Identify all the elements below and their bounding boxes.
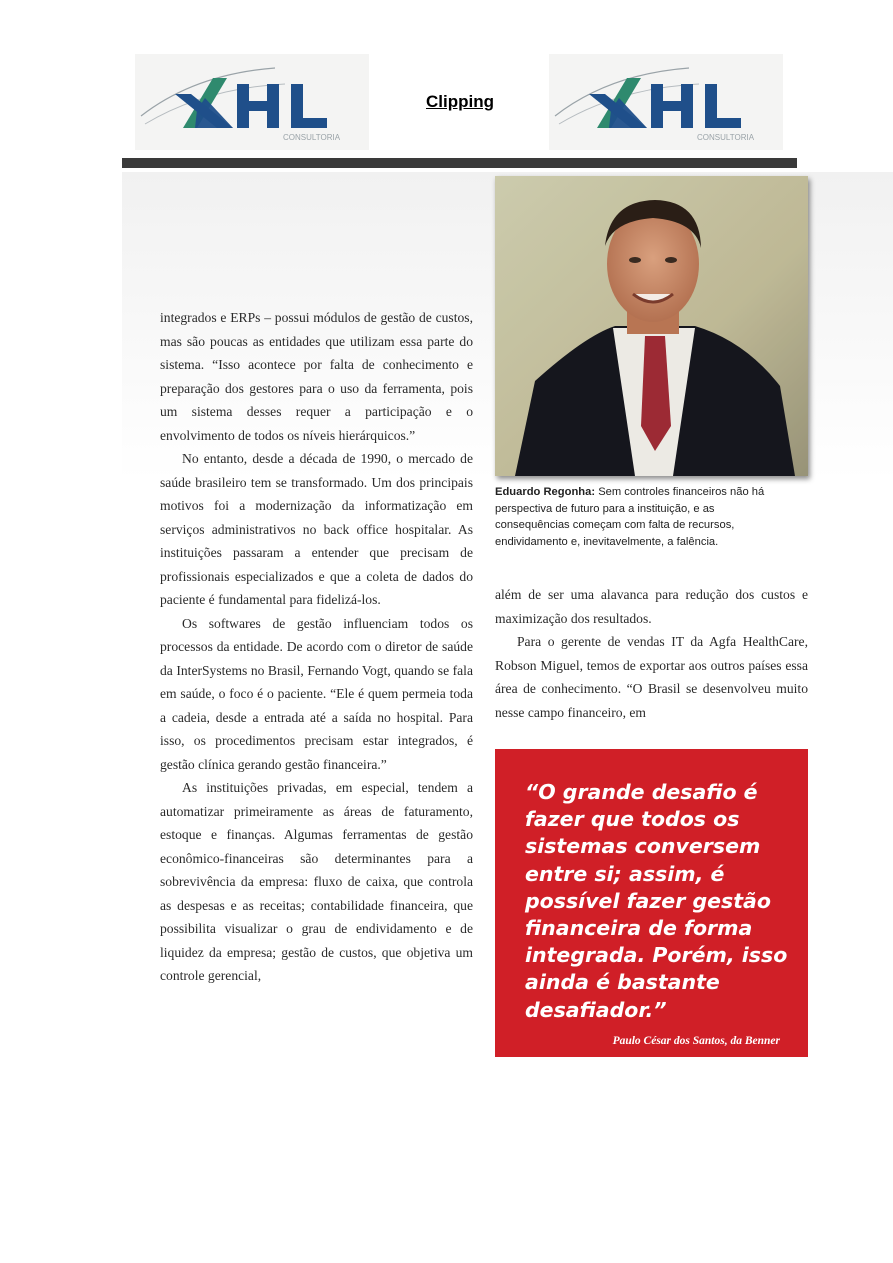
article-right-column (495, 583, 808, 724)
pull-quote-box (495, 749, 808, 1057)
xhl-logo-left (135, 54, 369, 150)
paragraph: No entanto, desde a década de 1990, o mercado de saúde brasileiro tem se transformado. Um dos principais motivos foi a modernização da informatização em serviços administrativos no back office hospitalar. As instituições passaram a entender que precisam de profissionais especializados e que a coleta de dados do paciente é fundamental para fidelizá-los. (160, 451, 473, 607)
pull-quote-author: Paulo César dos Santos, da Benner (612, 1035, 780, 1047)
logo-right-tagline: CONSULTORIA (697, 133, 755, 142)
paragraph: Os softwares de gestão influenciam todos os processos da entidade. De acordo com o diretor de saúde da InterSystems no Brasil, Fernando Vogt, quando se fala em saúde, o foco é o paciente. “Ele é quem permeia toda a cadeia, desde a entrada até a saída no hospital. Para isso, os procedimentos precisam estar integrados, é gestão clínica gerando gestão financeira.” (160, 615, 473, 772)
article-left-column (160, 306, 473, 988)
paragraph: Para o gerente de vendas IT da Agfa HealthCare, Robson Miguel, temos de exportar aos outros países essa área de conhecimento. “O Brasil se desenvolveu muito nesse campo financeiro, em (495, 634, 808, 720)
paragraph: integrados e ERPs – possui módulos de gestão de custos, mas são poucas as entidades que utilizam essa parte do sistema. “Isso acontece por falta de conhecimento e preparação dos gestores para o uso da ferramenta, pois um sistema desses requer a participação e o envolvimento de todos os níveis hierárquicos.” (160, 310, 473, 443)
portrait-photo-graphic (495, 176, 808, 476)
photo-caption (495, 484, 785, 550)
xhl-logo-right-graphic (549, 54, 783, 150)
paragraph: além de ser uma alavanca para redução dos custos e maximização dos resultados. (495, 587, 808, 626)
xhl-logo-left-graphic (135, 54, 369, 150)
caption-name: Eduardo Regonha: (495, 486, 596, 498)
paragraph: As instituições privadas, em especial, tendem a automatizar primeiramente as áreas de faturamento, estoque e finanças. Algumas ferramentas de gestão econômico-financeiras são determinantes para a sobrevivência da empresa: fluxo de caixa, que controla as despesas e as receitas; contabilidade financeira, que possibilita visualizar o grau de endividamento e de liquidez da empresa; gestão de custos, que objetiva um controle gerencial, (160, 780, 473, 983)
portrait-photo (495, 176, 808, 476)
logo-left-tagline: CONSULTORIA (283, 133, 341, 142)
xhl-logo-right (549, 54, 783, 150)
page-title: Clipping (426, 92, 494, 111)
caption-text: Sem controles financeiros não há perspectiva de futuro para a instituição, e as consequências começam com falta de recursos, endividamento e, inevitavelmente, a falência. (495, 486, 765, 548)
header-divider (122, 158, 797, 168)
pull-quote-text: “O grande desafio é fazer que todos os sistemas conversem entre si; assim, é possível fazer gestão financeira de forma integrada. Porém, isso ainda é bastante desafiador.” (525, 780, 788, 1022)
